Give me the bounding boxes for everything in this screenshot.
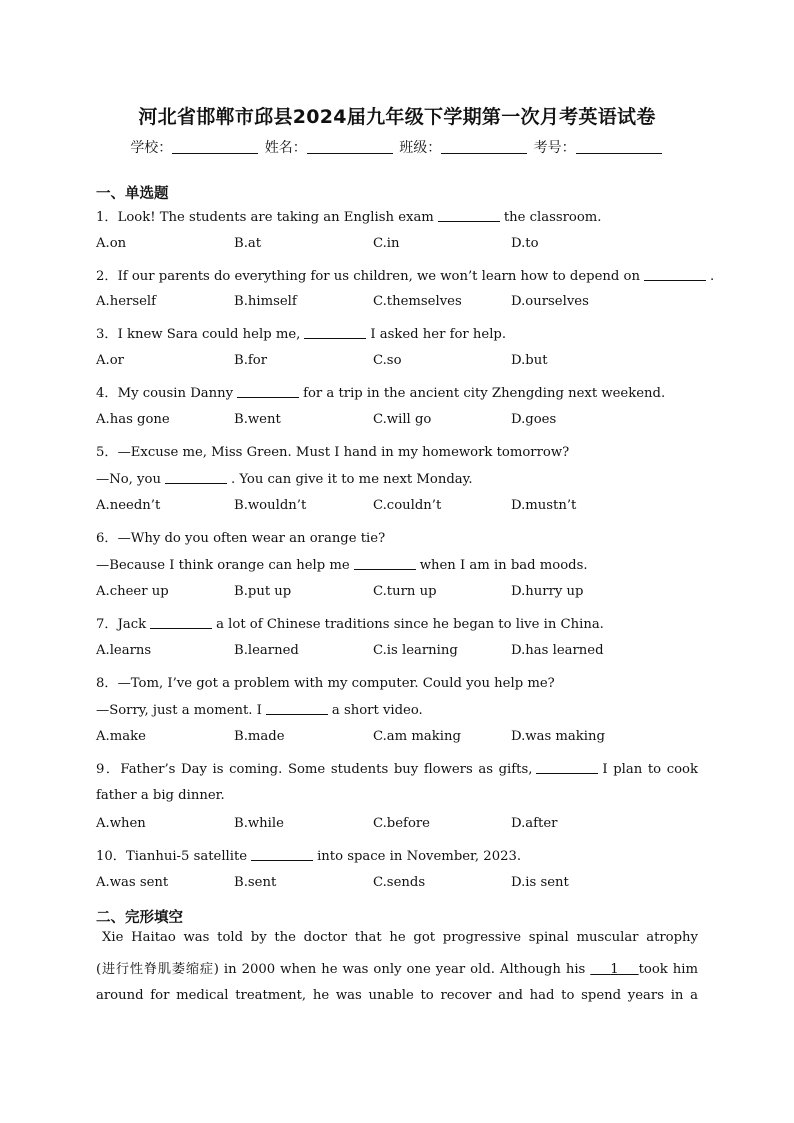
option-a: A.has gone — [96, 412, 170, 427]
option-b: B.made — [234, 729, 285, 744]
answer-blank — [266, 702, 328, 715]
question-6-reply: —Because I think orange can help me when I am in bad moods. — [96, 558, 588, 573]
exam-title: 河北省邯郸市邱县2024届九年级下学期第一次月考英语试卷 — [138, 106, 656, 128]
name-label: 姓名： — [264, 140, 307, 156]
option-b: B.himself — [234, 294, 297, 309]
option-b: B.put up — [234, 584, 292, 599]
answer-blank — [251, 848, 313, 861]
option-b: B.for — [234, 353, 268, 368]
question-9: 9．Father’s Day is coming. Some students buy flowers as gifts, I plan to cook — [96, 762, 698, 777]
school-blank[interactable] — [172, 139, 258, 154]
option-a: A.was sent — [96, 875, 169, 890]
class-label: 班级： — [399, 140, 442, 156]
section-heading-cloze: 二、完形填空 — [96, 910, 183, 926]
answer-blank — [438, 209, 500, 222]
option-a: A.learns — [96, 643, 152, 658]
cloze-line-2: (进行性脊肌萎缩症) in 2000 when he was only one year old. Although his 1 took him — [96, 962, 698, 977]
question-10: 10．Tianhui-5 satellite into space in November, 2023. — [96, 849, 522, 864]
option-d: D.is sent — [511, 875, 569, 890]
option-d: D.ourselves — [511, 294, 589, 309]
question-6: 6．—Why do you often wear an orange tie? — [96, 531, 386, 546]
option-b: B.went — [234, 412, 281, 427]
option-d: D.hurry up — [511, 584, 584, 599]
question-5: 5．—Excuse me, Miss Green. Must I hand in my homework tomorrow? — [96, 445, 570, 460]
answer-blank — [165, 471, 227, 484]
option-a: A.when — [96, 816, 146, 831]
option-c: C.will go — [373, 412, 432, 427]
option-b: B.while — [234, 816, 284, 831]
question-8-reply: —Sorry, just a moment. I a short video. — [96, 703, 423, 718]
name-blank[interactable] — [307, 139, 393, 154]
option-c: C.turn up — [373, 584, 437, 599]
question-3: 3．I knew Sara could help me, I asked her for help. — [96, 327, 507, 342]
option-d: D.mustn’t — [511, 498, 577, 513]
option-b: B.sent — [234, 875, 277, 890]
option-b: B.learned — [234, 643, 299, 658]
question-5-reply: —No, you . You can give it to me next Monday. — [96, 472, 473, 487]
option-c: C.am making — [373, 729, 461, 744]
answer-blank — [150, 616, 212, 629]
question-2: 2．If our parents do everything for us children, we won’t learn how to depend on . — [96, 269, 715, 284]
option-c: C.is learning — [373, 643, 458, 658]
answer-blank — [304, 326, 366, 339]
option-d: D.goes — [511, 412, 557, 427]
question-8: 8．—Tom, I’ve got a problem with my computer. Could you help me? — [96, 676, 555, 691]
option-a: A.herself — [96, 294, 156, 309]
cloze-line-1: Xie Haitao was told by the doctor that he got progressive spinal muscular atrophy — [102, 930, 698, 945]
option-b: B.at — [234, 236, 262, 251]
class-blank[interactable] — [441, 139, 527, 154]
question-4: 4．My cousin Danny for a trip in the ancient city Zhengding next weekend. — [96, 386, 666, 401]
question-7: 7．Jack a lot of Chinese traditions since he began to live in China. — [96, 617, 604, 632]
section-heading-single-choice: 一、单选题 — [96, 186, 169, 202]
exam-number-label: 考号： — [533, 140, 576, 156]
option-c: C.themselves — [373, 294, 462, 309]
answer-blank — [354, 557, 416, 570]
option-b: B.wouldn’t — [234, 498, 307, 513]
option-c: C.before — [373, 816, 430, 831]
option-a: A.or — [96, 353, 124, 368]
option-d: D.has learned — [511, 643, 604, 658]
option-a: A.cheer up — [96, 584, 169, 599]
exam-number-blank[interactable] — [576, 139, 662, 154]
option-c: C.sends — [373, 875, 426, 890]
school-label: 学校： — [130, 140, 173, 156]
option-d: D.after — [511, 816, 558, 831]
option-c: C.in — [373, 236, 400, 251]
answer-blank — [644, 268, 706, 281]
option-c: C.couldn’t — [373, 498, 442, 513]
answer-blank — [237, 385, 299, 398]
option-a: A.on — [96, 236, 127, 251]
option-d: D.to — [511, 236, 539, 251]
cloze-line-3: around for medical treatment, he was unable to recover and had to spend years in a — [96, 988, 698, 1003]
option-d: D.was making — [511, 729, 605, 744]
answer-blank — [536, 761, 598, 774]
cloze-blank-1: 1 — [610, 962, 619, 977]
option-a: A.needn’t — [96, 498, 161, 513]
option-c: C.so — [373, 353, 402, 368]
question-9-cont: father a big dinner. — [96, 788, 225, 803]
student-info-line — [0, 137, 794, 157]
option-d: D.but — [511, 353, 548, 368]
question-1: 1．Look! The students are taking an English exam the classroom. — [96, 210, 602, 225]
option-a: A.make — [96, 729, 146, 744]
